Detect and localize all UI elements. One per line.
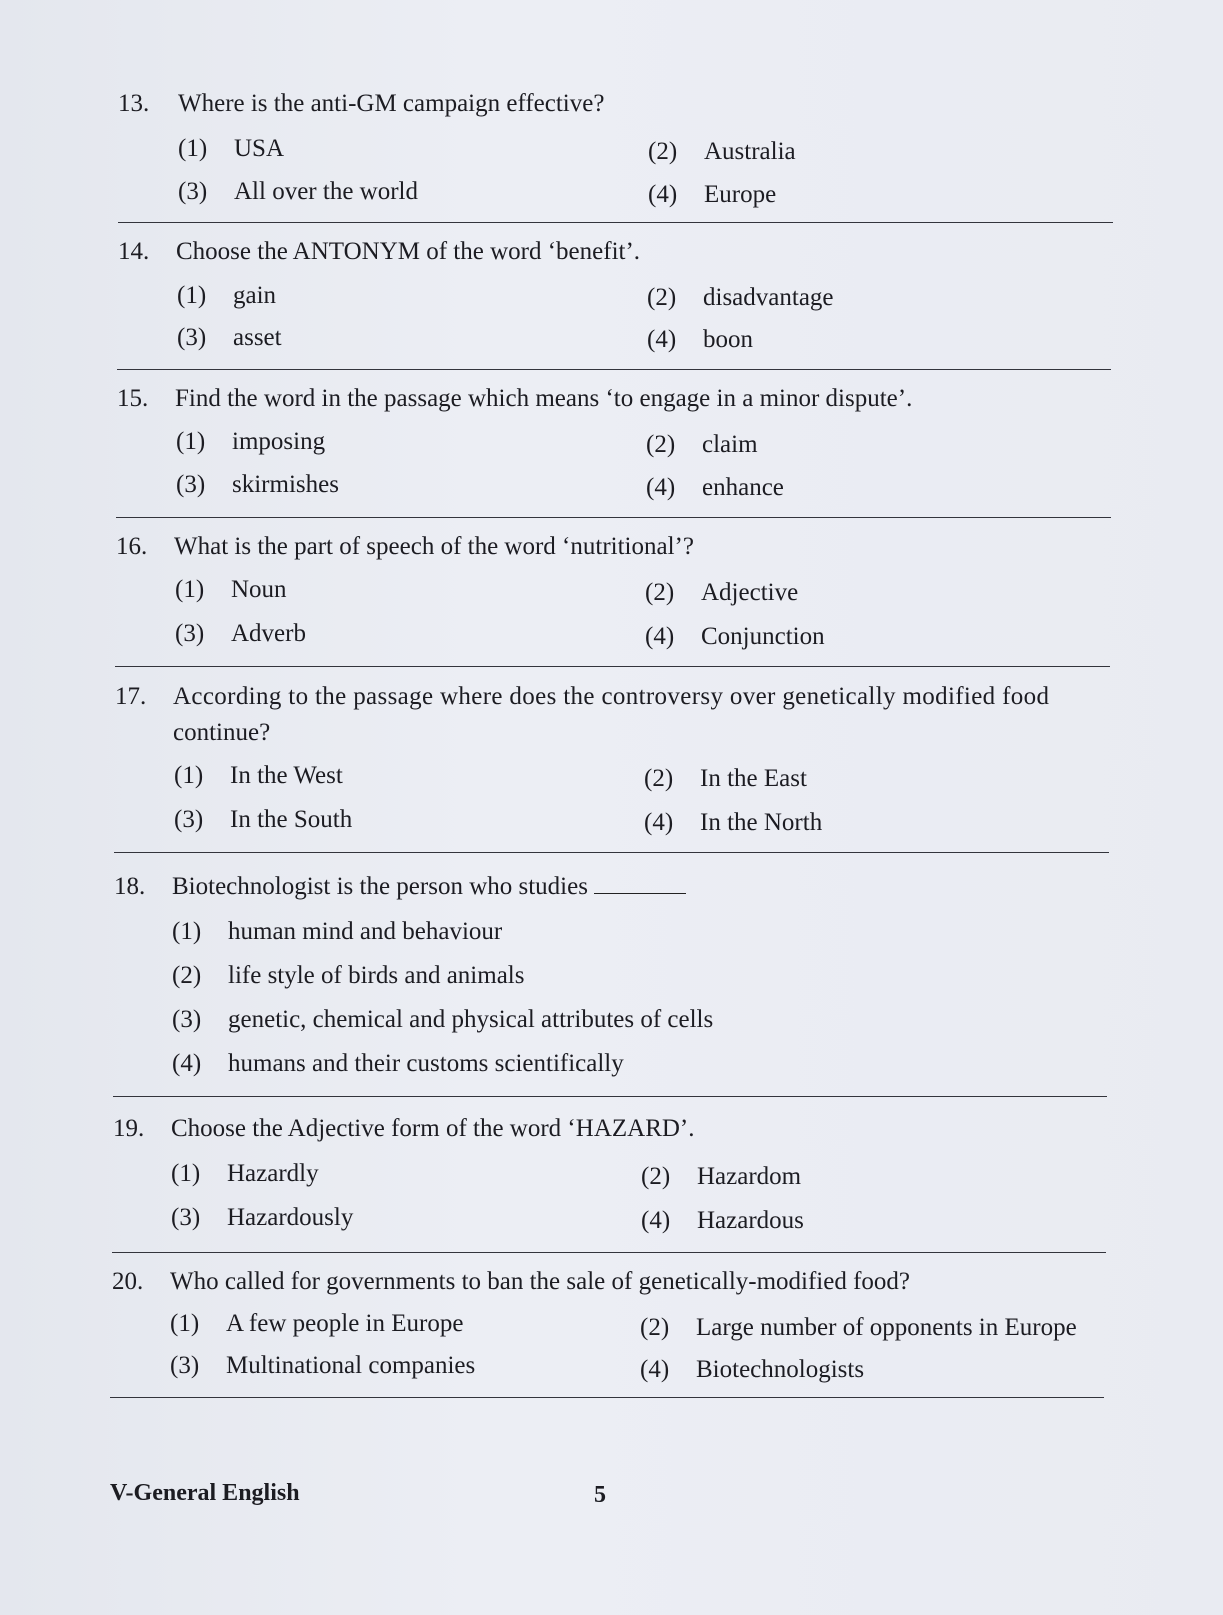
option-text: Large number of opponents in Europe [696, 1314, 1077, 1341]
option [171, 1160, 319, 1188]
option [640, 1314, 1077, 1342]
option-text: In the East [700, 765, 807, 792]
option [174, 806, 352, 834]
option-number: (1) [177, 282, 207, 309]
option-number: (1) [175, 576, 205, 603]
question-text-continued: continue? [173, 719, 271, 746]
option-text: imposing [232, 428, 326, 455]
option [648, 138, 796, 166]
option-number: (3) [178, 178, 208, 205]
option [178, 135, 284, 163]
answer-blank [594, 875, 686, 894]
option-number: (1) [171, 1160, 201, 1187]
option [175, 620, 306, 648]
option-text: Hazardously [227, 1204, 354, 1231]
divider [114, 852, 1109, 853]
option [170, 1310, 463, 1338]
option-text: skirmishes [232, 471, 339, 498]
option-text: All over the world [234, 178, 418, 205]
divider [115, 666, 1110, 667]
option [178, 178, 418, 206]
option-text: Biotechnologists [696, 1356, 865, 1383]
option [170, 1352, 475, 1380]
option-text: human mind and behaviour [228, 918, 503, 945]
option [176, 428, 325, 456]
option-number: (4) [647, 326, 677, 353]
question-number: 18. [114, 873, 146, 900]
option-number: (1) [172, 918, 202, 945]
option [177, 324, 282, 352]
question-text: Find the word in the passage which means ‘to engage in a minor dispute’. [175, 385, 913, 412]
option [641, 1207, 804, 1235]
option-text: Conjunction [701, 623, 825, 650]
option [172, 1006, 713, 1034]
option-text: claim [702, 431, 758, 458]
option-number: (3) [177, 324, 207, 351]
option-text: Adjective [701, 579, 799, 606]
option-number: (4) [641, 1207, 671, 1234]
option-text: In the North [700, 809, 823, 836]
question-text: Choose the ANTONYM of the word ‘benefit’. [176, 238, 641, 265]
option-number: (3) [172, 1006, 202, 1033]
question-number: 13. [118, 90, 150, 117]
option-text: enhance [702, 474, 784, 501]
option-number: (3) [176, 471, 206, 498]
option-text: Europe [704, 181, 777, 208]
option-text: In the South [230, 806, 353, 833]
option-number: (2) [648, 138, 678, 165]
option [177, 282, 276, 310]
question-number: 17. [115, 683, 147, 710]
question-text: Choose the Adjective form of the word ‘HAZARD’. [171, 1115, 695, 1142]
question-text: What is the part of speech of the word ‘nutritional’? [174, 533, 694, 560]
option [172, 962, 524, 990]
divider [117, 369, 1111, 370]
option [175, 576, 287, 604]
page-number: 5 [594, 1482, 606, 1508]
option-number: (2) [647, 284, 677, 311]
option-text: Australia [704, 138, 796, 165]
option [647, 326, 753, 354]
option-number: (2) [641, 1163, 671, 1190]
option-number: (2) [172, 962, 202, 989]
option-number: (4) [648, 181, 678, 208]
option-text: Multinational companies [226, 1352, 476, 1379]
divider [118, 222, 1113, 223]
option-text: A few people in Europe [226, 1310, 464, 1337]
option-number: (2) [644, 765, 674, 792]
option-number: (4) [172, 1050, 202, 1077]
option-text: life style of birds and animals [228, 962, 525, 989]
option-text: humans and their customs scientifically [228, 1050, 624, 1077]
option [641, 1163, 801, 1191]
option [647, 284, 834, 312]
option [644, 809, 822, 837]
divider [113, 1096, 1107, 1097]
divider [112, 1252, 1106, 1253]
option-number: (4) [644, 809, 674, 836]
option-text: USA [234, 135, 285, 162]
option-number: (1) [170, 1310, 200, 1337]
option [645, 579, 798, 607]
option-number: (1) [176, 428, 206, 455]
option [172, 1050, 624, 1078]
option [645, 623, 825, 651]
option-number: (3) [171, 1204, 201, 1231]
option-text: Hazardly [227, 1160, 319, 1187]
question-number: 19. [113, 1115, 145, 1142]
option [646, 474, 784, 502]
question-number: 20. [112, 1268, 144, 1295]
option-number: (1) [174, 762, 204, 789]
option [174, 762, 343, 790]
option-text: boon [703, 326, 753, 353]
footer-subject: V-General English [110, 1480, 300, 1506]
option-number: (2) [646, 431, 676, 458]
option-number: (3) [170, 1352, 200, 1379]
divider [116, 517, 1111, 518]
option [171, 1204, 353, 1232]
question-text: According to the passage where does the controversy over genetically modified food [173, 683, 1050, 710]
option-number: (1) [178, 135, 208, 162]
question-number: 16. [116, 533, 148, 560]
question-text: Where is the anti-GM campaign effective? [178, 90, 605, 117]
option-text: Hazardom [697, 1163, 802, 1190]
option-number: (4) [640, 1356, 670, 1383]
option-number: (3) [175, 620, 205, 647]
option [644, 765, 807, 793]
option-text: Adverb [231, 620, 306, 647]
question-text: Biotechnologist is the person who studies [172, 873, 588, 900]
option-text: Noun [231, 576, 287, 603]
option [172, 918, 502, 946]
option [646, 431, 758, 459]
option-text: gain [233, 282, 277, 309]
option-number: (4) [646, 474, 676, 501]
question-number: 14. [118, 238, 150, 265]
question-text: Who called for governments to ban the sale of genetically-modified food? [170, 1268, 911, 1295]
option-text: In the West [230, 762, 343, 789]
option [176, 471, 339, 499]
option-text: genetic, chemical and physical attributes of cells [228, 1006, 714, 1033]
option-number: (2) [645, 579, 675, 606]
option-text: asset [233, 324, 282, 351]
option-number: (2) [640, 1314, 670, 1341]
option-number: (4) [645, 623, 675, 650]
option-number: (3) [174, 806, 204, 833]
question-number: 15. [117, 385, 149, 412]
option [648, 181, 776, 209]
option-text: disadvantage [703, 284, 834, 311]
option [640, 1356, 864, 1384]
divider [110, 1397, 1104, 1398]
option-text: Hazardous [697, 1207, 804, 1234]
